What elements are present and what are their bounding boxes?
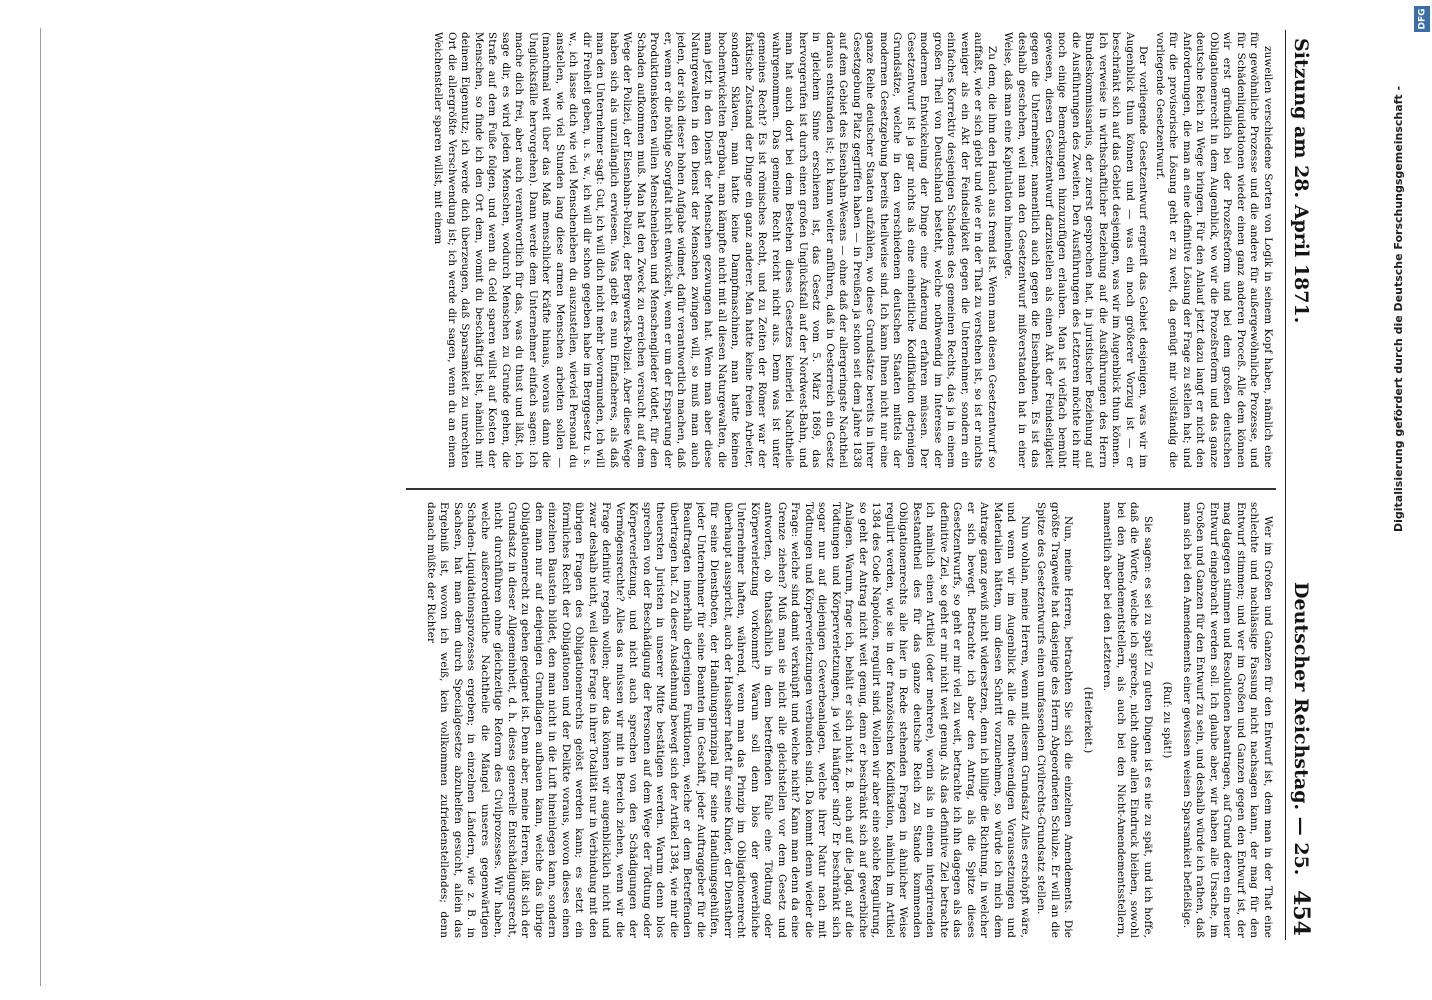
text-column-left: [408, 502, 1274, 938]
paragraph: Sie sagen: es sei zu spät! Zu guten Dingen ist es nie zu spät, und ich hoffe, daß die Worte, welche ich spreche, nicht ohne allen Eindruck bleiben, sowohl bei den Amendementstellern, als auch bei den Nicht-Amendementsstellern, namentlich aber bei den Letzteren.: [1101, 502, 1154, 938]
paragraph: Wer im Großen und Ganzen für den Entwurf ist, dem man in der That eine schlechte und nachlässige Fassung nicht nachsagen kann, der mag für den Entwurf stimmen; und wer im Großen und Ganzen gegen den Entwurf ist, der mag dagegen stimmen und Resolutionen beantragen, auf Grund deren ein neuer Entwurf eingebracht werden soll. Ich glaube aber, wir haben alle Ursache, im Großen und Ganzen für den Entwurf zu sein, und deshalb würde ich rathen, daß man sich bei den Amendements einer gewissen weisen Sparsamkeit befleißige.: [1181, 502, 1274, 938]
paragraph: Zu dem, die ihm den Hauch aus fremd ist. Wenn man diesen Gesetzentwurf so auffaßt, wie er sich giebt und wie er in der That zu verstehen ist, so ist er nichts weniger als ein Akt der Feindseligkeit gegen die Unternehmer, sondern ein einfaches Korrektiv desjenigen Schadens des gemeinen Rechts, das ja in einem großen Theil von Deutschland besteht, welche nothwendig im Interesse der modernen Entwickelung der Dinge eine Änderung erfahren müssen. Der Gesetzentwurf ist ja gar nichts als eine einheitliche Kodifikation derjenigen Grundsätze, welche in den verschiedenen deutschen Staaten mittels der modernen Gesetzgebung bereits theilweise sind. Ich kann Ihnen nicht nur eine ganze Reihe deutscher Staaten aufzählen, wo diese Grundsätze bereits in ihrer Gesetzgebung Platz gegriffen haben — in Preußen ja schon seit dem Jahre 1838 auf dem Gebiet des Eisenbahn-Wesens — ohne daß der allergeringste Nachtheil daraus entstanden ist; ich kann weiter anführen, daß in Oesterreich ein Gesetz in gleichem Sinne erschienen ist, das Gesetz vom 5. März 1869, das hervorgerufen ist durch einen großen Unglücksfall auf der Nordwest-Bahn, und man hat auch dort bei dem Bestehen dieses Gesetzes keinerlei Nachtheile wahrgenommen. Das gemeine Recht reicht nicht aus. Denn was ist unter gemeines Recht? Es ist römisches Recht, und zu Zeiten der Römer war der faktische Zustand der Dinge ein ganz anderer. Man hatte keine freien Arbeiter, sondern Sklaven, man hatte keine Dampfmaschinen, man hatte keinen hochentwickelten Bergbau, man kämpfte nicht mit all diesen Naturgewalten, die man jetzt in den Dienst der Menschen gezwungen hat. Wenn man aber diese Naturgewalten in den Dienst der Menschen zwingen will, so muß man auch jeden, der sich dieser hohen Aufgabe widmet, dafür verantwortlich machen, daß er, wenn er die nöthige Sorgfalt nicht entwickelt, wenn er um der Ersparung der Produktionskosten willen Menschenleben und Menschenglieder tödtet, für den Schaden aufkommen muß. Man hat den Zweck zu erreichen versucht auf dem Wege der Polizei, der Eisenbahn-Polizei, der Bergwerks-Polizei. Aber diese Wege haben sich als unzulänglich erwiesen. Was giebt es nun Einfacheres, als daß man den Unternehmer sagt: Gut, ich will dich nicht mehr bevormunden, ich will dir Freiheit geben, u. s. w., ich will dir schon gegeben habe im Berggesetz u. s. w., ich lasse dich wie viel Menschenleben du auszustellen, wieviel Personal du anstellen, wie viel Stunden lang diese armen Menschen arbeiten sollen — (manchmal weit über das Maß menschlicher Kräfte hinaus, woraus dann die Unglücksfälle hervorgehen). Dann werde dem Unternehmer einfach sagen: Ich mache dich frei, aber auch verantwortlich für das, was du thust und läßt, ich sage dir, es wird jeden Menschen, wodurch Menschen zu Grunde gehen, die Strafe auf dem Fuße folgen, und wenn du Geld sparen willst auf Kosten der Menschen, so finde ich den Ort dem, womit du beschäftigt bist, nämlich mit deinem Eigennutz; ich werde dich überzeugen, daß Sparsamkeit zu unrechten Ort die allergrößte Verschwendung ist; ich werde dir sagen, wenn du an einem Weichensteller sparen willst, mit einem: [432, 32, 998, 468]
page-number: 454: [1288, 890, 1314, 936]
header-title: Deutscher Reichstag. — 25.: [1290, 582, 1312, 876]
digitization-credit: Digitalisierung gefördert durch die Deutsche Forschungsgemeinschaft -: [1392, 85, 1405, 532]
paragraph: Nun wohlan, meine Herren, wenn mit diesem Grundsatz Alles erschöpft wäre, und wenn wir im Augenblick alle die nothwendigen Voraussetzungen und Materialien hätten, um diesen Schritt vorzunehmen, so würde ich mich dem Antrage ganz gewiß nicht widersetzen, denn ich billige die Richtung, in welcher er sich bewegt. Betrachte ich aber den Antrag, als die Spitze dieses Gesetzentwurfs, so geht er mir viel zu weit, betrachte ich ihn dagegen als das definitive Ziel, so geht er mir nicht weit genug. Als das definitive Ziel betrachte ich nämlich einen Artikel (oder mehrere), worin als in einem integrirenden Bestandtheil des für das ganze deutsche Reich zu Stande kommenden Obligationenrechts alle hier in Rede stehenden Fragen in ähnlicher Weise regulirt werden, wie sie in der französischen Kodifikation, nämlich im Artikel 1384 des Code Napoléon, regulirt sind. Wollen wir aber eine solche Regulirung, so geht der Antrag nicht weit genug, denn er beschränkt sich auf gewerbliche Anlagen. Warum, frage ich, behält er sich nicht z. B. auch auf die Jagd, auf die Tödtungen und Körperverletzungen, ja viel häufiger sind? Er beschränkt sich sogar nur auf diejenigen Gewerbeanlagen, welche ihrer Natur nach mit Tödtungen und Körperverletzungen verbunden sind. Da kommt denn wieder die Frage: welche sind damit verknüpft und welche nicht? Kann man denn da eine Grenze ziehen? Muß man sie nicht alle gleichstellen vor dem Gesetz und antworten, ob thatsächlich in dem betreffenden Falle eine Tödtung oder Körperverletzung vorkommt? Warum soll denn blos der gewerbliche Unternehmer haften, während, wenn man das Prinzip im Obligationenrecht überhaupt ausspricht, auch der Hausherr haftet für seine Kinder, der Dienstherr für seine Dienstboten, der Handlungsprinzipal für seine Handlungsgehülfen, jeder Unternehmer für seine Beamten im Geschäft, jeder Auftraggeber für die Beauftragten innerhalb derjenigen Funktionen, welche er dem Betreffenden übertragen hat. Zu dieser Ausdehnung bewegt sich der Artikel 1384, wie mir die theuersten Juristen in unserer Mitte bestätigen werden. Warum denn blos sprechen von der Beschädigung der Personen auf dem Wege der Tödtung oder Körperverletzung, und nicht auch sprechen von den Schädigungen der Vermögensrechte? Alles das müssen wir mit in Bereich ziehen, wenn wir die Frage definitiv regeln wollen; aber das können wir augenblicklich nicht und zwar deshalb nicht, weil diese Frage in ihrer Totalität nur in Verbindung mit den übrigen Fragen des Obligationenrechts gelöst werden kann; es setzt ein förmliches Recht der Obligationen und der Delikte voraus, wovon dieses einen einzelnen Baustein bildet, den man nicht in die Luft hineinlegen kann, sondern den man nur auf denjenigen Grundlagen aufbauen kann, welche das übrige Obligationenrecht zu geben geeignet ist. Denn aber, meine Herren, läßt sich der Grundsatz in dieser Allgemeinheit, d. h. dieses generelle Entschädigungsrecht, nicht durchführen ohne gleichzeitige Reform des Civilprozesses. Wir haben, welche außerordentliche Nachtheile die Mängel unseres gegenwärtigen Schaden-Liquidationsprozesses ergeben; in einzelnen Ländern, wie z. B. in Sachsen, hat man dem durch Specialgesetze abzuhelfen gesucht, allein das Ergebniß ist, wovon ich weiß, kein vollkommen zufriedenstellendes; denn danach müßte der Richter: [425, 502, 1031, 938]
paragraph: Nun, meine Herren, betrachten Sie sich die einzelnen Amendements. Die größte Tragweite hat dasjenige des Herrn Abgeordneten Schulze. Er will an die Spitze des Gesetzentwurfs einen umfassenden Civilrechts-Grundsatz stellen.: [1035, 502, 1075, 938]
dfg-logo: [1414, 6, 1430, 32]
column-divider: [406, 488, 1276, 490]
interjection: (Ruf: zu spät!): [1161, 681, 1174, 759]
dfg-logo-text: DFG: [1417, 8, 1428, 30]
running-header: [1285, 30, 1316, 940]
paragraph: Der vorliegende Gesetzentwurf ergreift das Gebiet desjenigen, was wir im Augenblick thun können und — was ein noch größerer Vorzug ist — er beschränkt sich auf das Gebiet desjenigen, was wir im Augenblick thun können. Ich verweise in wirthschaftlicher Beziehung auf die Ausführungen des Herrn Bundeskommissarius, der zuerst gesprochen hat, in juristischer Beziehung auf die Ausführungen des Zweiten. Den Ausführungen des Letzteren möchte ich mir noch einige Bemerkungen hinzuzufügen erlauben. Man ist vielfach bemüht gewesen, diesen Gesetzentwurf darzustellen als einen Akt der Feindseligkeit gegen die Unternehmer, namentlich auch gegen die Eisenbahnen. Es ist das deshalb geschehen, weil man den Gesetzentwurf mißverstanden hat in einer Weise, daß man eine Kapitulation hineinlegte.: [1002, 32, 1150, 468]
header-date: Sitzung am 28. April 1871.: [1290, 38, 1312, 324]
text-column-right: [408, 32, 1274, 468]
interjection: (Heiterkeit.): [1082, 686, 1094, 754]
paragraph: zuweilen verschiedene Sorten von Logik in seinem Kopf haben, nämlich eine für gewöhnliche Prozesse und die andere für außergewöhnliche Prozesse, und für Schädenliquidationen wieder einen ganz anderen Proceß. Alle dem können wir erst gründlich bei der Prozeßreform und bei dem großen deutschen Obligationenrecht in dem Augenblick, wo wir die Prozeßreform und das ganze deutsche Reich zu Wege bringen. Für den Anlauf jetzt dazu langt er nicht den Anforderungen, die man an eine definitive Lösung der Frage zu stellen hat; und für die provisorische Lösung geht er zu weit, da genügt mir vollständig die vorliegende Gesetzentwurf.: [1154, 32, 1274, 468]
